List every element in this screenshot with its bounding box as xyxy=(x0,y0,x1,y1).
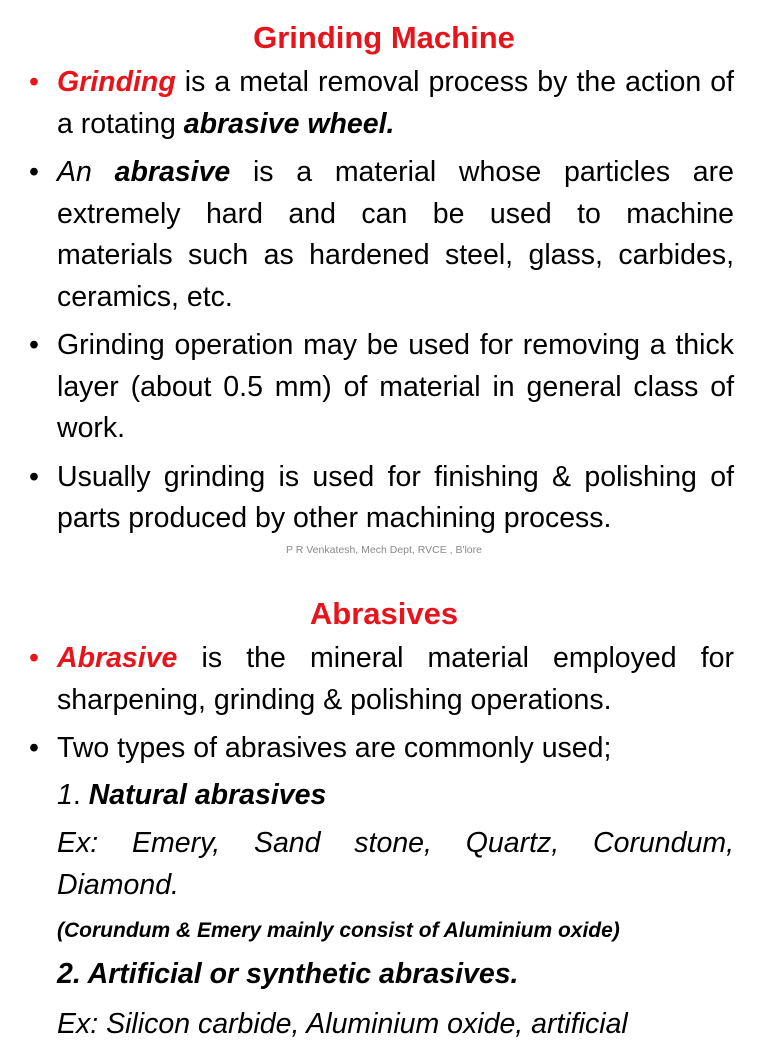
natural-abrasives-label: Natural abrasives xyxy=(89,779,327,811)
slide-title: Grinding Machine xyxy=(0,18,768,58)
bullet-item xyxy=(0,728,768,770)
bullet-list xyxy=(0,62,768,540)
artificial-abrasives-examples: Ex: Silicon carbide, Aluminium oxide, artificial xyxy=(0,1004,768,1045)
bullet-dot: • xyxy=(29,152,39,194)
bullet-list xyxy=(0,638,768,770)
term-abrasive: abrasive xyxy=(115,156,231,188)
bullet-item xyxy=(0,457,768,540)
bullet-dot: • xyxy=(29,62,39,104)
bullet-text: is a metal removal process by the action of a rotating xyxy=(57,66,734,140)
term-grinding: Grinding xyxy=(57,66,176,98)
natural-abrasives-heading xyxy=(0,775,768,817)
bullet-text: Grinding operation may be used for removing a thick layer (about 0.5 mm) of material in general class of work. xyxy=(57,329,734,444)
bullet-item xyxy=(0,325,768,450)
bullet-text: is the mineral material employed for sharpening, grinding & polishing operations. xyxy=(57,642,734,716)
bullet-dot: • xyxy=(29,457,39,499)
slide-abrasives xyxy=(0,594,768,1045)
item-separator: . xyxy=(73,779,89,811)
bullet-item xyxy=(0,152,768,318)
bullet-dot: • xyxy=(29,325,39,367)
bullet-dot: • xyxy=(29,728,39,770)
bullet-item xyxy=(0,638,768,721)
item-number: 1 xyxy=(57,779,73,811)
term-abrasive: Abrasive xyxy=(57,642,177,674)
bullet-text: Usually grinding is used for finishing & polishing of parts produced by other machining process. xyxy=(57,461,734,535)
artificial-abrasives-heading: 2. Artificial or synthetic abrasives. xyxy=(0,954,768,996)
bullet-item xyxy=(0,62,768,145)
slide-footer: P R Venkatesh, Mech Dept, RVCE , B'lore xyxy=(0,543,768,557)
word-an: An xyxy=(57,156,92,188)
slide-title: Abrasives xyxy=(0,594,768,634)
bullet-dot: • xyxy=(29,638,39,680)
slide-grinding-machine xyxy=(0,18,768,557)
bullet-text: is a material whose particles are extremely hard and can be used to machine materials such as hardened steel, glass, carbides, ceramics, etc. xyxy=(57,156,734,313)
natural-abrasives-note: (Corundum & Emery mainly consist of Aluminium oxide) xyxy=(0,916,768,946)
natural-abrasives-examples: Ex: Emery, Sand stone, Quartz, Corundum, Diamond. xyxy=(0,823,768,906)
term-abrasive-wheel: abrasive wheel. xyxy=(184,108,395,140)
bullet-text: Two types of abrasives are commonly used; xyxy=(57,732,611,764)
